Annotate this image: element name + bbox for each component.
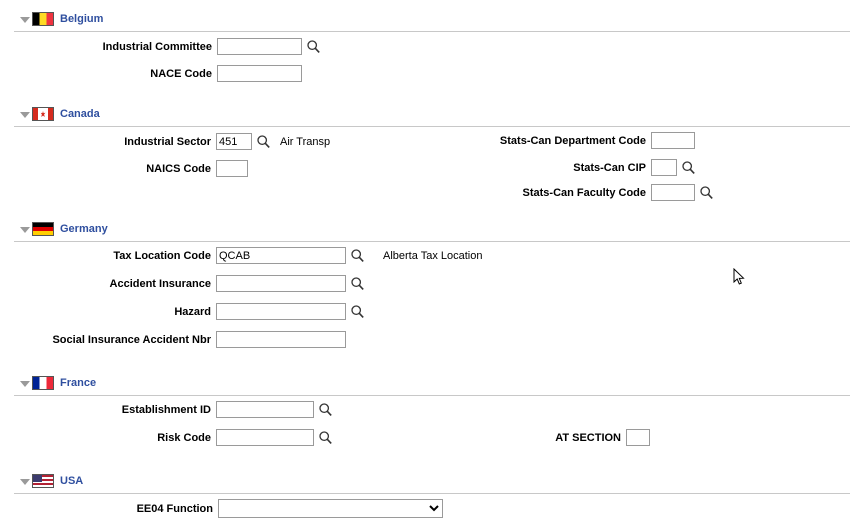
field-naics-code xyxy=(115,160,248,177)
lookup-icon-stats-can-cip[interactable] xyxy=(681,160,696,175)
label-nace-code: NACE Code xyxy=(150,67,212,80)
collapse-triangle-icon[interactable] xyxy=(20,227,30,233)
lookup-icon-establishment-id[interactable] xyxy=(318,402,333,417)
section-header-germany xyxy=(0,218,108,240)
label-hazard: Hazard xyxy=(174,305,211,318)
label-stats-can-faculty-code: Stats-Can Faculty Code xyxy=(522,186,646,199)
label-naics-code: NAICS Code xyxy=(146,162,211,175)
field-industrial-sector xyxy=(115,133,330,150)
field-nace-code xyxy=(90,65,302,82)
lookup-icon-industrial-sector[interactable] xyxy=(256,134,271,149)
input-stats-can-cip[interactable] xyxy=(651,159,677,176)
france-flag-icon xyxy=(32,376,54,390)
lookup-icon-accident-insurance[interactable] xyxy=(350,276,365,291)
label-industrial-committee: Industrial Committee xyxy=(102,40,212,53)
section-title-usa: USA xyxy=(60,475,84,487)
germany-flag-icon xyxy=(32,222,54,236)
label-tax-location-code: Tax Location Code xyxy=(113,249,211,262)
field-stats-can-department-code xyxy=(483,132,695,149)
section-header-usa xyxy=(0,470,83,492)
field-risk-code xyxy=(113,429,333,446)
input-naics-code[interactable] xyxy=(216,160,248,177)
divider-france xyxy=(14,395,850,396)
input-risk-code[interactable] xyxy=(216,429,314,446)
section-title-germany: Germany xyxy=(60,223,108,235)
label-stats-can-department-code: Stats-Can Department Code xyxy=(499,134,646,147)
label-at-section: AT SECTION xyxy=(555,431,621,444)
section-title-belgium: Belgium xyxy=(60,13,104,25)
section-title-canada: Canada xyxy=(60,108,100,120)
select-ee04-function[interactable] xyxy=(218,499,443,518)
section-header-canada xyxy=(0,103,100,125)
lookup-icon-tax-location-code[interactable] xyxy=(350,248,365,263)
divider-germany xyxy=(14,241,850,242)
usa-flag-icon xyxy=(32,474,54,488)
mouse-pointer-icon xyxy=(733,268,745,286)
input-at-section[interactable] xyxy=(626,429,650,446)
divider-canada xyxy=(14,126,850,127)
label-stats-can-cip: Stats-Can CIP xyxy=(573,161,646,174)
collapse-triangle-icon[interactable] xyxy=(20,381,30,387)
lookup-icon-industrial-committee[interactable] xyxy=(306,39,321,54)
text-tax-location-description: Alberta Tax Location xyxy=(383,249,483,262)
input-stats-can-faculty-code[interactable] xyxy=(651,184,695,201)
field-stats-can-faculty-code xyxy=(483,184,714,201)
lookup-icon-stats-can-faculty-code[interactable] xyxy=(699,185,714,200)
input-establishment-id[interactable] xyxy=(216,401,314,418)
input-industrial-sector[interactable] xyxy=(216,133,252,150)
text-industrial-sector-description: Air Transp xyxy=(280,135,331,148)
input-tax-location-code[interactable] xyxy=(216,247,346,264)
divider-belgium xyxy=(14,31,850,32)
divider-usa xyxy=(14,493,850,494)
label-social-insurance-accident-nbr: Social Insurance Accident Nbr xyxy=(52,333,211,346)
section-header-france xyxy=(0,372,96,394)
field-ee04-function xyxy=(133,499,443,518)
input-hazard[interactable] xyxy=(216,303,346,320)
input-accident-insurance[interactable] xyxy=(216,275,346,292)
field-stats-can-cip xyxy=(483,159,696,176)
collapse-triangle-icon[interactable] xyxy=(20,17,30,23)
lookup-icon-risk-code[interactable] xyxy=(318,430,333,445)
field-accident-insurance xyxy=(105,275,365,292)
input-nace-code[interactable] xyxy=(217,65,302,82)
input-social-insurance-accident-nbr[interactable] xyxy=(216,331,346,348)
section-title-france: France xyxy=(60,377,97,389)
label-industrial-sector: Industrial Sector xyxy=(124,135,211,148)
belgium-flag-icon xyxy=(32,12,54,26)
label-accident-insurance: Accident Insurance xyxy=(109,277,211,290)
label-risk-code: Risk Code xyxy=(157,431,211,444)
canada-flag-icon xyxy=(32,107,54,121)
section-header-belgium xyxy=(0,8,103,30)
field-at-section xyxy=(545,429,650,446)
label-establishment-id: Establishment ID xyxy=(121,403,211,416)
field-social-insurance-accident-nbr xyxy=(40,331,346,348)
lookup-icon-hazard[interactable] xyxy=(350,304,365,319)
field-industrial-committee xyxy=(90,38,321,55)
collapse-triangle-icon[interactable] xyxy=(20,479,30,485)
field-hazard xyxy=(105,303,365,320)
field-tax-location-code xyxy=(105,247,482,264)
input-industrial-committee[interactable] xyxy=(217,38,302,55)
collapse-triangle-icon[interactable] xyxy=(20,112,30,118)
label-ee04-function: EE04 Function xyxy=(136,502,213,515)
field-establishment-id xyxy=(113,401,333,418)
input-stats-can-department-code[interactable] xyxy=(651,132,695,149)
